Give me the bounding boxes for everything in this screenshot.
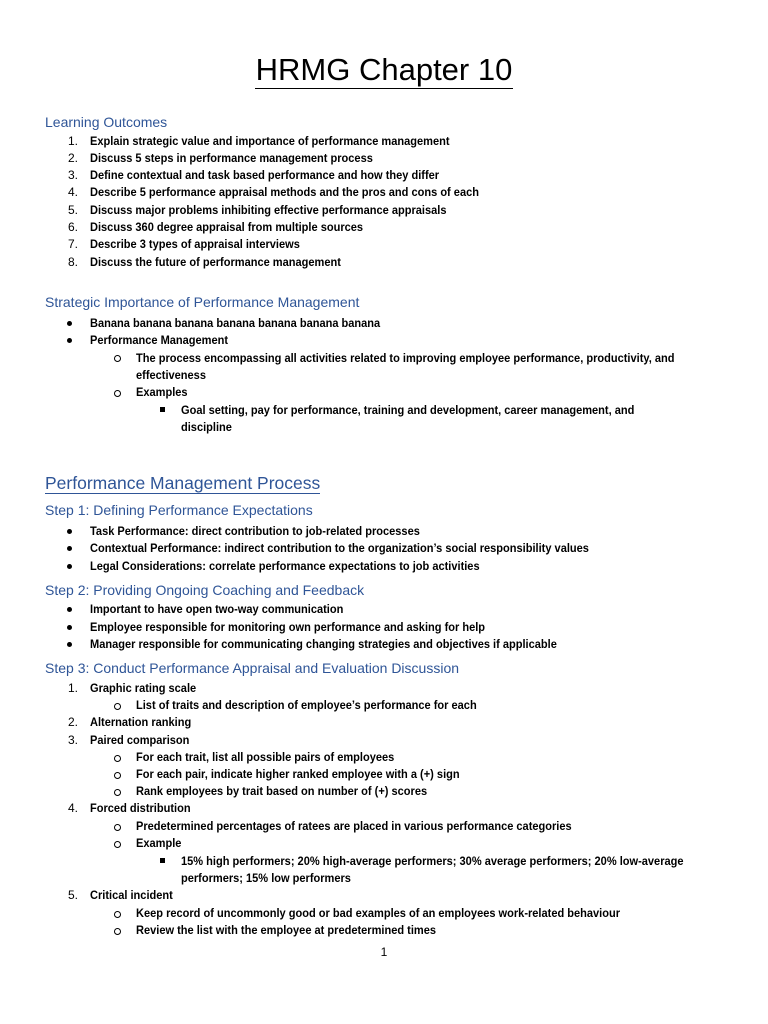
- bullet-icon: [67, 564, 72, 569]
- circle-bullet-icon: [114, 824, 121, 831]
- circle-bullet-icon: [114, 911, 121, 918]
- square-bullet-icon: [160, 407, 165, 412]
- definition-line: effectiveness: [136, 368, 206, 382]
- outcome-number: 3.: [68, 168, 79, 182]
- outcome-number: 8.: [68, 255, 79, 269]
- method-number: 5.: [68, 888, 79, 902]
- bullet-icon: [67, 625, 72, 630]
- example-line: Goal setting, pay for performance, training and development, career management, and: [181, 403, 635, 417]
- method-detail: Keep record of uncommonly good or bad examples of an employees work-related behaviour: [136, 906, 621, 920]
- step2-item: Employee responsible for monitoring own performance and asking for help: [90, 620, 486, 634]
- method-detail: For each trait, list all possible pairs of employees: [136, 750, 395, 764]
- method-number: 3.: [68, 733, 79, 747]
- circle-bullet-icon: [114, 772, 121, 779]
- outcome-number: 5.: [68, 203, 79, 217]
- bullet-icon: [67, 546, 72, 551]
- strategic-bullet: Performance Management: [90, 333, 229, 347]
- document-title: HRMG Chapter 10: [255, 52, 513, 87]
- outcome-item: Discuss 360 degree appraisal from multiple sources: [90, 220, 364, 234]
- method-detail: Review the list with the employee at predetermined times: [136, 923, 437, 937]
- method-number: 1.: [68, 681, 79, 695]
- outcome-item: Discuss major problems inhibiting effective performance appraisals: [90, 203, 447, 217]
- bullet-icon: [67, 607, 72, 612]
- method-detail: For each pair, indicate higher ranked employee with a (+) sign: [136, 767, 460, 781]
- step1-item: Task Performance: direct contribution to job-related processes: [90, 524, 420, 538]
- circle-bullet-icon: [114, 928, 121, 935]
- outcome-item: Describe 5 performance appraisal methods and the pros and cons of each: [90, 185, 479, 199]
- examples-label: Examples: [136, 385, 188, 399]
- method-detail: Predetermined percentages of ratees are placed in various performance categories: [136, 819, 572, 833]
- method-item: Critical incident: [90, 888, 173, 902]
- circle-bullet-icon: [114, 355, 121, 362]
- circle-bullet-icon: [114, 841, 121, 848]
- outcome-item: Describe 3 types of appraisal interviews: [90, 237, 300, 251]
- learning-outcomes-heading: Learning Outcomes: [45, 114, 168, 130]
- circle-bullet-icon: [114, 755, 121, 762]
- bullet-icon: [67, 529, 72, 534]
- strategic-importance-heading: Strategic Importance of Performance Management: [45, 294, 360, 310]
- method-item: Forced distribution: [90, 801, 191, 815]
- outcome-item: Explain strategic value and importance of performance management: [90, 134, 450, 148]
- outcome-item: Define contextual and task based performance and how they differ: [90, 168, 440, 182]
- circle-bullet-icon: [114, 390, 121, 397]
- square-bullet-icon: [160, 858, 165, 863]
- examples-label: Example: [136, 836, 182, 850]
- step2-heading: Step 2: Providing Ongoing Coaching and Feedback: [45, 582, 365, 598]
- step2-item: Important to have open two-way communication: [90, 602, 344, 616]
- outcome-number: 2.: [68, 151, 79, 165]
- step2-item: Manager responsible for communicating changing strategies and objectives if applicable: [90, 637, 557, 651]
- step1-item: Contextual Performance: indirect contribution to the organization’s social responsibility values: [90, 541, 589, 555]
- method-detail: List of traits and description of employee’s performance for each: [136, 698, 477, 712]
- method-item: Alternation ranking: [90, 715, 192, 729]
- outcome-number: 1.: [68, 134, 79, 148]
- bullet-icon: [67, 321, 72, 326]
- step1-heading: Step 1: Defining Performance Expectations: [45, 502, 313, 518]
- outcome-number: 4.: [68, 185, 79, 199]
- definition-line: The process encompassing all activities related to improving employee performance, productivity, and: [136, 351, 675, 365]
- step3-heading: Step 3: Conduct Performance Appraisal and Evaluation Discussion: [45, 660, 460, 676]
- process-heading: Performance Management Process: [45, 473, 321, 493]
- method-number: 4.: [68, 801, 79, 815]
- example-line: discipline: [181, 420, 232, 434]
- circle-bullet-icon: [114, 703, 121, 710]
- circle-bullet-icon: [114, 789, 121, 796]
- step1-item: Legal Considerations: correlate performance expectations to job activities: [90, 559, 480, 573]
- method-number: 2.: [68, 715, 79, 729]
- strategic-bullet: Banana banana banana banana banana banana banana: [90, 316, 381, 330]
- page-number: 1: [380, 945, 388, 959]
- bullet-icon: [67, 642, 72, 647]
- outcome-item: Discuss 5 steps in performance management process: [90, 151, 373, 165]
- method-item: Graphic rating scale: [90, 681, 197, 695]
- bullet-icon: [67, 338, 72, 343]
- outcome-number: 6.: [68, 220, 79, 234]
- method-item: Paired comparison: [90, 733, 190, 747]
- method-detail: Rank employees by trait based on number of (+) scores: [136, 784, 428, 798]
- outcome-item: Discuss the future of performance management: [90, 255, 341, 269]
- example-line: performers; 15% low performers: [181, 871, 351, 885]
- example-line: 15% high performers; 20% high-average performers; 30% average performers; 20% low-average: [181, 854, 684, 868]
- outcome-number: 7.: [68, 237, 79, 251]
